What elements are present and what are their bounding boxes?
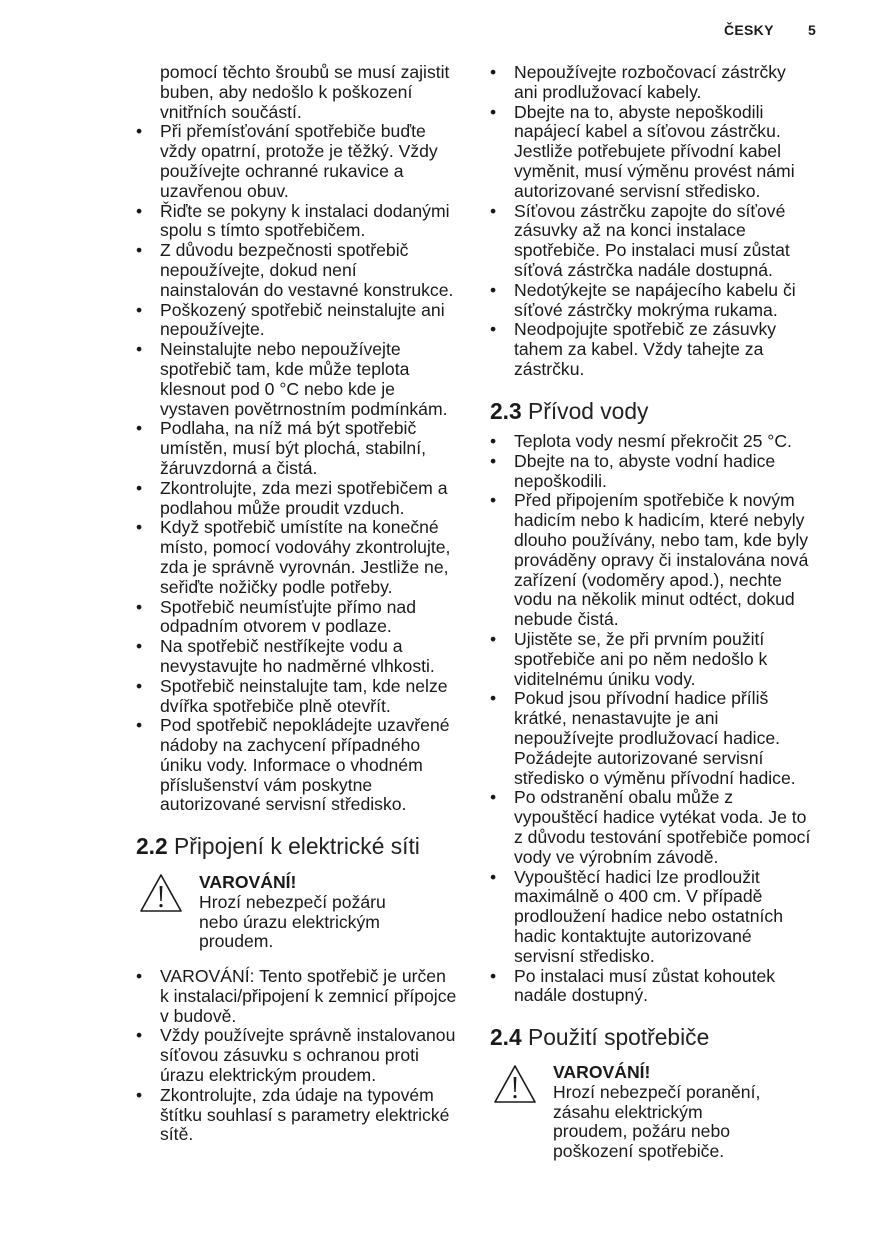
list-item — [136, 518, 453, 597]
text-line: • Nepoužívejte rozbočovací zástrčky — [514, 62, 786, 82]
text-line: nainstalován do vestavné konstrukce. — [160, 279, 454, 300]
section-title: Použití spotřebiče — [528, 1024, 710, 1050]
left-column-continued-list — [136, 63, 453, 815]
list-item — [490, 491, 810, 630]
text-line: nepoužívejte prodlužovací hadice. — [514, 727, 781, 748]
text-line: • Z důvodu bezpečnosti spotřebič — [160, 240, 409, 261]
text-line: nevystavujte ho nadměrné vlhkosti. — [160, 655, 435, 676]
text-line: • Spotřebič neumísťujte přímo nad — [160, 596, 416, 617]
text-line: podlahou může proudit vzduch. — [160, 497, 405, 518]
text-line: • Po odstranění obalu může z — [514, 787, 734, 808]
list-item — [136, 1026, 456, 1085]
list-item — [136, 419, 453, 478]
text-line: úniku vody. Informace o vhodném — [160, 754, 423, 775]
text-line: krátké, nenastavujte je ani — [514, 708, 719, 729]
text-line: z důvodu testování spotřebiče pomocí — [514, 826, 811, 847]
text-line: Hrozí nebezpečí poranění, — [553, 1081, 761, 1102]
continued-paragraph — [136, 63, 453, 122]
text-line: nepoškodili. — [514, 470, 607, 491]
text-line: proudem. — [199, 931, 274, 952]
text-line: • Dbejte na to, abyste nepoškodili — [514, 101, 764, 122]
text-line: • Nedotýkejte se napájecího kabelu či — [514, 279, 796, 300]
language-label: ČESKY — [724, 22, 774, 38]
text-line: spotřebič tam, kde může teplota — [160, 358, 410, 379]
text-line: prováděny opravy či instalována nová — [514, 549, 809, 570]
text-line: • Podlaha, na níž má být spotřebič — [160, 418, 417, 439]
text-line: hadic kontaktujte autorizované — [514, 925, 752, 946]
text-line: Požádejte autorizované servisní — [514, 747, 764, 768]
text-line: vypouštěcí hadice vytékat voda. Je to — [514, 807, 807, 828]
text-line: • Po instalaci musí zůstat kohoutek — [514, 965, 776, 986]
text-line: • Když spotřebič umístíte na konečné — [160, 517, 439, 538]
text-line: • Ujistěte se, že při prvním použití — [514, 628, 765, 649]
text-line: spolu s tímto spotřebičem. — [160, 220, 366, 241]
text-line: • Spotřebič neinstalujte tam, kde nelze — [160, 675, 448, 696]
warning-box — [137, 873, 467, 973]
text-line: úrazu elektrickým proudem. — [160, 1064, 377, 1085]
list-item — [490, 63, 796, 103]
text-line: ani prodlužovací kabely. — [514, 81, 702, 102]
list-item — [490, 432, 810, 452]
text-line: • Neodpojujte spotřebič ze zásuvky — [514, 319, 777, 340]
list-item — [136, 1086, 456, 1145]
text-line: napájecí kabel a síťovou zástrčku. — [514, 121, 781, 142]
list-item — [136, 122, 453, 201]
text-line: • VAROVÁNÍ: Tento spotřebič je určen — [160, 966, 446, 986]
text-line: • Před připojením spotřebiče k novým — [514, 490, 795, 511]
text-line: • Zkontrolujte, zda mezi spotřebičem a — [160, 477, 448, 498]
text-line: maximálně o 400 cm. V případě — [514, 886, 763, 907]
text-line: nebude čistá. — [514, 609, 619, 630]
list-item — [490, 281, 796, 321]
list-item — [136, 479, 453, 519]
text-line: nebo úrazu elektrickým — [199, 911, 380, 932]
text-line: žáruvzdorná a čistá. — [160, 457, 318, 478]
warning-box — [490, 1063, 820, 1163]
text-line: síťovou zásuvku s ochranou proti — [160, 1045, 419, 1066]
text-line: k instalaci/připojení k zemnicí přípojce — [160, 985, 457, 1006]
text-line: • Vždy používejte správně instalovanou — [160, 1025, 456, 1046]
text-line: autorizované servisní středisko. — [514, 180, 761, 201]
text-line: zástrčku. — [514, 358, 585, 379]
text-line: spotřebiče. Po instalaci musí zůstat — [514, 240, 790, 261]
list-item — [490, 868, 810, 967]
section-number: 2.3 — [490, 398, 522, 424]
section-number: 2.4 — [490, 1024, 522, 1050]
warning-text — [553, 1063, 760, 1162]
section-heading-2-4 — [490, 1023, 709, 1051]
text-line: nepoužívejte. — [160, 319, 265, 340]
section-title: Připojení k elektrické síti — [174, 833, 420, 859]
text-line: dlouho používány, nebo tam, kde byly — [514, 529, 809, 550]
text-line: • Teplota vody nesmí překročit 25 °C. — [514, 431, 792, 451]
text-line: klesnout pod 0 °C nebo kde je — [160, 378, 395, 399]
text-line: • Při přemísťování spotřebiče buďte — [160, 121, 426, 142]
section-2-2-list-left — [136, 967, 456, 1145]
text-line: prodloužení hadice nebo ostatních — [514, 906, 783, 927]
text-line: viditelnému úniku vody. — [514, 668, 696, 689]
text-line: zda je správně vyrovnán. Jestliže ne, — [160, 556, 449, 577]
text-line: síťová zástrčka nadále dostupná. — [514, 259, 773, 280]
text-line: Jestliže potřebujete přívodní kabel — [514, 141, 781, 162]
list-item — [490, 788, 810, 867]
text-line: • Na spotřebič nestříkejte vodu a — [160, 636, 403, 657]
text-line: poškození spotřebiče. — [553, 1141, 725, 1162]
text-line: vnitřních součástí. — [160, 101, 302, 122]
text-line: středisko o výměnu přívodní hadice. — [514, 767, 796, 788]
text-line: nepoužívejte, dokud není — [160, 259, 357, 280]
text-line: sítě. — [160, 1124, 194, 1145]
list-item — [136, 202, 453, 242]
warning-triangle-icon — [139, 873, 183, 913]
list-item — [136, 598, 453, 638]
section-heading-2-3 — [490, 397, 648, 425]
text-line: štítku souhlasí s parametry elektrické — [160, 1104, 450, 1125]
warning-label: VAROVÁNÍ! — [553, 1062, 651, 1082]
text-line: • Neinstalujte nebo nepoužívejte — [160, 339, 401, 360]
text-line: vody ve výrobním závodě. — [514, 846, 719, 867]
page-number: 5 — [808, 22, 817, 38]
text-line: • Síťovou zástrčku zapojte do síťové — [514, 200, 786, 221]
text-line: zásuvky až na konci instalace — [514, 220, 746, 241]
text-line: • Dbejte na to, abyste vodní hadice — [514, 450, 776, 471]
text-line: • Pod spotřebič nepokládejte uzavřené — [160, 715, 450, 736]
text-line: nádoby na zachycení případného — [160, 735, 421, 756]
text-line: vystaven povětrnostním podmínkám. — [160, 398, 448, 419]
text-line: síťové zástrčky mokrýma rukama. — [514, 299, 778, 320]
text-line: uzavřenou obuv. — [160, 180, 289, 201]
list-item — [490, 967, 810, 1007]
list-item — [490, 689, 810, 788]
text-line: servisní středisko. — [514, 945, 655, 966]
list-item — [490, 202, 796, 281]
section-2-2-list-right — [490, 63, 796, 380]
text-line: autorizované servisní středisko. — [160, 794, 407, 815]
text-line: • Zkontrolujte, zda údaje na typovém — [160, 1084, 434, 1105]
text-line: proudem, požáru nebo — [553, 1121, 731, 1142]
text-line: zásahu elektrickým — [553, 1101, 703, 1122]
text-line: zařízení (vodoměry apod.), nechte — [514, 569, 782, 590]
text-line: • Pokud jsou přívodní hadice příliš — [514, 688, 769, 709]
text-line: pomocí těchto šroubů se musí zajistit — [160, 62, 450, 82]
text-line: Hrozí nebezpečí požáru — [199, 891, 386, 912]
warning-text — [199, 873, 386, 952]
text-line: v budově. — [160, 1005, 237, 1026]
list-item — [136, 716, 453, 815]
text-line: dvířka spotřebiče plně otevřít. — [160, 695, 391, 716]
text-line: vždy opatrní, protože je těžký. Vždy — [160, 141, 438, 162]
list-item — [490, 630, 810, 689]
text-line: příslušenství vám poskytne — [160, 774, 373, 795]
text-line: odpadním otvorem v podlaze. — [160, 616, 392, 637]
text-line: spotřebiče ani po něm nedošlo k — [514, 648, 768, 669]
text-line: • Řiďte se pokyny k instalaci dodanými — [160, 200, 450, 221]
warning-label: VAROVÁNÍ! — [199, 872, 297, 892]
text-line: • Vypouštěcí hadici lze prodloužit — [514, 866, 760, 887]
text-line: seřiďte nožičky podle potřeby. — [160, 576, 393, 597]
text-line: používejte ochranné rukavice a — [160, 160, 404, 181]
list-item — [136, 677, 453, 717]
section-heading-2-2 — [136, 832, 420, 860]
list-item — [490, 320, 796, 379]
list-item — [136, 340, 453, 419]
text-line: místo, pomocí vodováhy zkontrolujte, — [160, 537, 451, 558]
text-line: buben, aby nedošlo k poškození — [160, 81, 413, 102]
section-2-3-list — [490, 432, 810, 1006]
list-item — [490, 452, 810, 492]
text-line: hadicím nebo k hadicím, které nebyly — [514, 510, 805, 531]
list-item — [136, 301, 453, 341]
list-item — [490, 103, 796, 202]
warning-triangle-icon — [493, 1064, 537, 1104]
list-item — [136, 967, 456, 1026]
text-line: vyměnit, musí výměnu provést námi — [514, 160, 795, 181]
text-line: tahem za kabel. Vždy tahejte za — [514, 339, 764, 360]
list-item — [136, 241, 453, 300]
list-item — [136, 637, 453, 677]
text-line: • Poškozený spotřebič neinstalujte ani — [160, 299, 445, 320]
section-number: 2.2 — [136, 833, 168, 859]
text-line: vodu na několik minut odtéct, dokud — [514, 589, 795, 610]
text-line: nadále dostupný. — [514, 985, 649, 1006]
section-title: Přívod vody — [528, 398, 649, 424]
text-line: umístěn, musí být plochá, stabilní, — [160, 438, 426, 459]
